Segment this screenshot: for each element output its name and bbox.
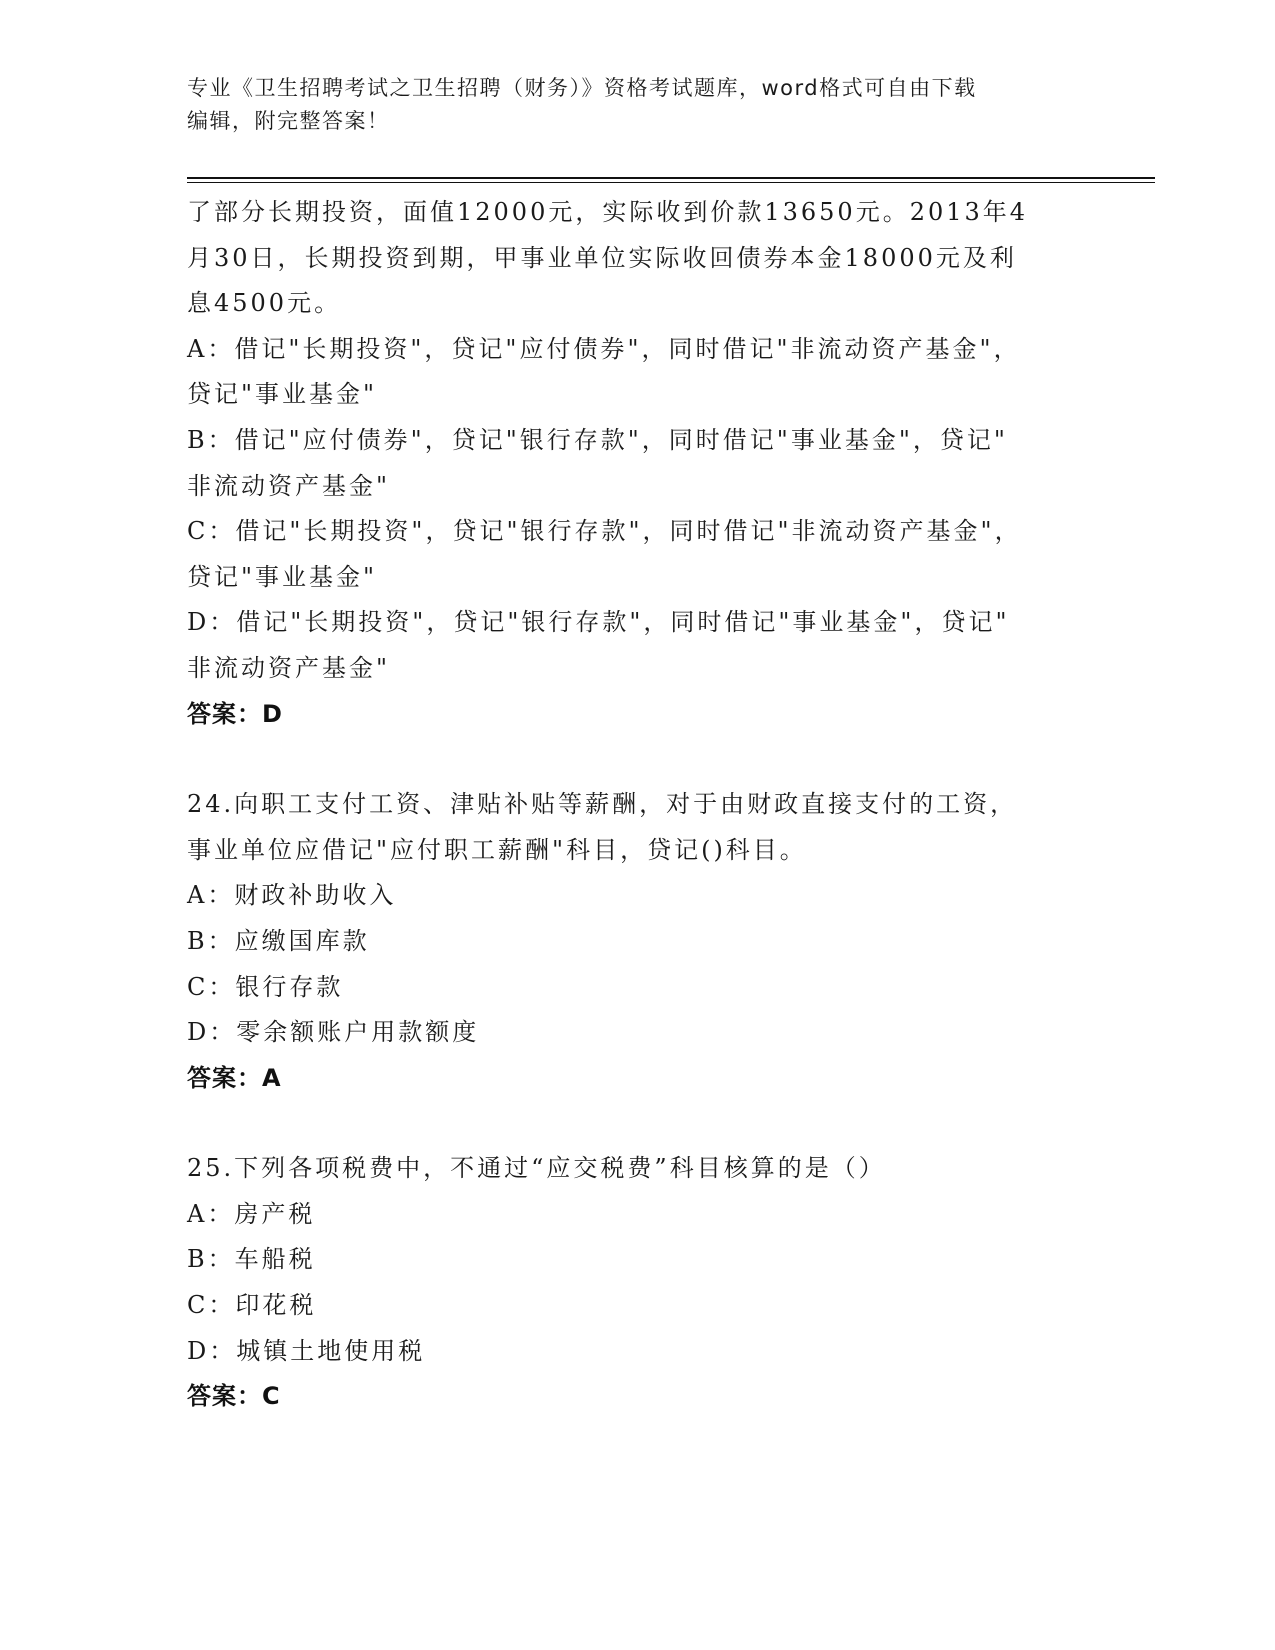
option-b: B：车船税: [187, 1245, 316, 1274]
question-text-line: 月30日，长期投资到期，甲事业单位实际收回债券本金18000元及利: [187, 243, 1017, 272]
option-c-line-1: C：借记"长期投资"，贷记"银行存款"，同时借记"非流动资产基金"，: [187, 517, 1022, 546]
header-rule-thin: [187, 182, 1155, 183]
option-a: A：财政补助收入: [187, 881, 397, 910]
option-c: C：银行存款: [187, 972, 344, 1001]
question-content: [187, 190, 1077, 1420]
option-c-line-2: 贷记"事业基金": [187, 562, 378, 591]
answer-line: 答案：D: [187, 699, 283, 728]
document-header: [187, 72, 1067, 138]
option-d-line-1: D：借记"长期投资"，贷记"银行存款"，同时借记"事业基金"，贷记": [187, 608, 1010, 637]
option-c: C：印花税: [187, 1291, 317, 1320]
option-d-line-2: 非流动资产基金": [187, 653, 391, 682]
option-d: D：城镇土地使用税: [187, 1336, 426, 1365]
question-23: [187, 190, 1077, 737]
question-24: [187, 782, 1077, 1101]
header-line-1: 专业《卫生招聘考试之卫生招聘（财务）》资格考试题库，word格式可自由下载: [187, 76, 977, 100]
option-b-line-2: 非流动资产基金": [187, 471, 391, 500]
question-text-line: 25.下列各项税费中，不通过“应交税费”科目核算的是（）: [187, 1154, 886, 1183]
question-25: [187, 1146, 1077, 1420]
header-line-2: 编辑，附完整答案！: [187, 109, 390, 133]
option-a: A：房产税: [187, 1199, 316, 1228]
question-text-line: 24.向职工支付工资、津贴补贴等薪酬，对于由财政直接支付的工资，: [187, 790, 1018, 819]
option-b: B：应缴国库款: [187, 926, 370, 955]
answer-line: 答案：A: [187, 1063, 282, 1092]
option-d: D：零余额账户用款额度: [187, 1018, 480, 1047]
option-b-line-1: B：借记"应付债券"，贷记"银行存款"，同时借记"事业基金"，贷记": [187, 425, 1008, 454]
header-rule-thick: [187, 177, 1155, 179]
option-a-line-1: A：借记"长期投资"，贷记"应付债券"，同时借记"非流动资产基金"，: [187, 334, 1021, 363]
question-text-line: 了部分长期投资，面值12000元，实际收到价款13650元。2013年4: [187, 198, 1029, 226]
option-a-line-2: 贷记"事业基金": [187, 380, 378, 409]
answer-line: 答案：C: [187, 1382, 281, 1411]
question-text-line: 事业单位应借记"应付职工薪酬"科目，贷记()科目。: [187, 835, 807, 864]
question-text-line: 息4500元。: [187, 289, 342, 318]
